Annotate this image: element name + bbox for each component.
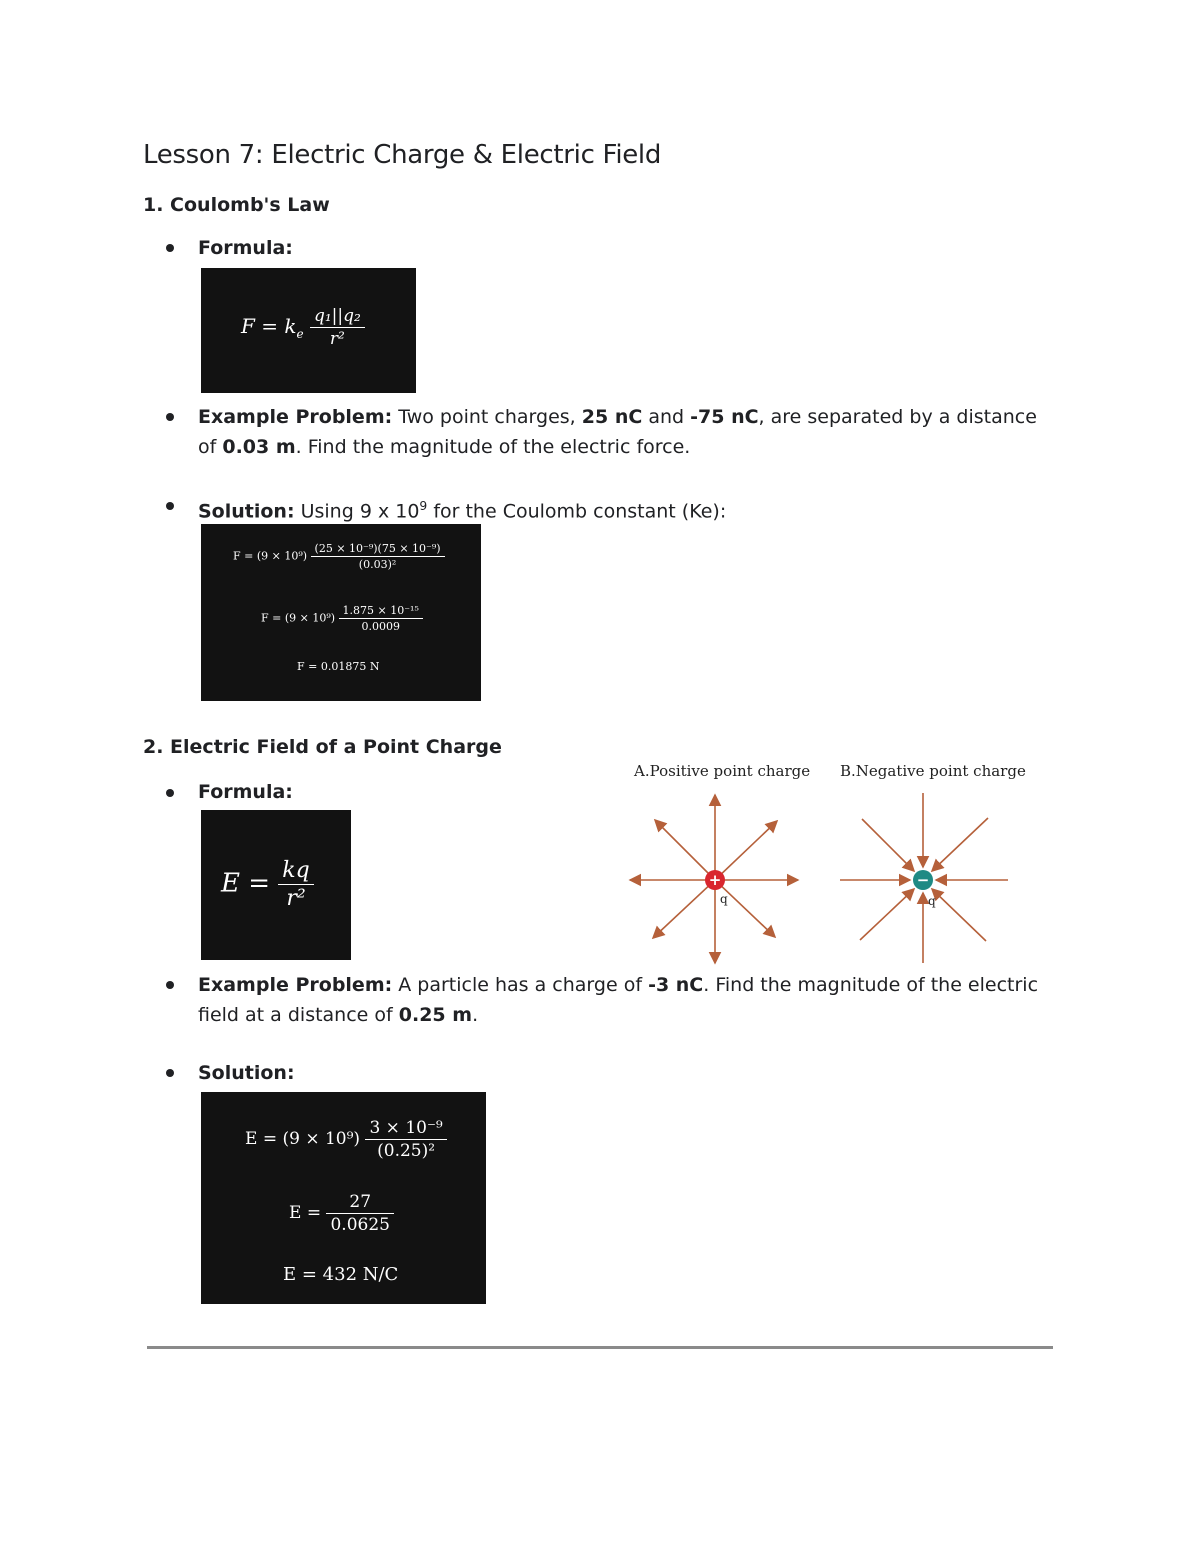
coulomb-formula-image (201, 268, 416, 393)
formula-lhs: F = k (241, 314, 297, 338)
sol2-line2-den: 0.0625 (330, 1215, 390, 1235)
electric-field-formula-image (201, 810, 351, 960)
example-label: Example Problem: (198, 974, 393, 996)
coulomb-solution-image (201, 524, 481, 701)
example-problem-1: Example Problem: Two point charges, 25 nC and -75 nC, are separated by a distance of 0.03 m. Find the magnitude of the electric force. (198, 406, 1037, 458)
bullet (166, 413, 174, 421)
sol2-line1-den: (0.25)² (377, 1141, 436, 1161)
field-formula-num: kq (278, 858, 313, 885)
horizontal-divider (147, 1346, 1053, 1349)
sol1-line1-num: (25 × 10⁻⁹)(75 × 10⁻⁹) (311, 542, 445, 557)
bullet (166, 789, 174, 797)
electric-field-solution-image (201, 1092, 486, 1304)
formula-denominator: r² (329, 329, 345, 349)
bullet (166, 244, 174, 252)
sol2-line3: E = 432 N/C (283, 1264, 399, 1285)
diagram-title-negative: B.Negative point charge (840, 762, 1026, 780)
field-formula-den: r² (286, 886, 306, 911)
bullet (166, 1069, 174, 1077)
example-label: Example Problem: (198, 406, 393, 428)
diagram-title-positive: A.Positive point charge (634, 762, 811, 780)
negative-sign: − (916, 871, 930, 889)
formula-label: Formula: (198, 237, 293, 259)
bullet (166, 981, 174, 989)
formula-sub: e (296, 327, 304, 341)
sol2-line1-lhs: E = (9 × 10⁹) (245, 1129, 361, 1149)
bullet (166, 502, 174, 510)
solution-1-text: Solution: Using 9 x $10^9$ for the Coulomb constant (Ke): (198, 499, 727, 523)
charge-label-positive: q (720, 892, 728, 906)
sol2-line1-num: 3 × 10⁻⁹ (365, 1118, 446, 1140)
solution-label: Solution: (198, 1062, 295, 1084)
formula-label: Formula: (198, 781, 293, 803)
sol1-line1-den: (0.03)² (358, 558, 397, 571)
section-heading-coulombs-law: 1. Coulomb's Law (143, 194, 330, 216)
field-lines-diagram (620, 785, 1020, 970)
field-formula-lhs: E = (221, 868, 271, 899)
solution-label: Solution: (198, 500, 295, 523)
sol1-line2-den: 0.0009 (361, 620, 400, 633)
charge-label-negative: q (928, 894, 936, 908)
page-title: Lesson 7: Electric Charge & Electric Field (143, 140, 662, 170)
sol1-line3: F = 0.01875 N (297, 660, 380, 673)
sol1-line2-lhs: F = (9 × 10⁹) (261, 611, 336, 625)
sol2-line2-num: 27 (326, 1192, 393, 1214)
example-problem-2: Example Problem: A particle has a charge of -3 nC. Find the magnitude of the electric field at a distance of 0.25 m. (198, 974, 1039, 1026)
positive-sign: + (708, 871, 722, 889)
sol1-line1-lhs: F = (9 × 10⁹) (233, 549, 308, 563)
sol2-line2-lhs: E = (289, 1203, 322, 1223)
section-heading-electric-field: 2. Electric Field of a Point Charge (143, 736, 502, 758)
sol1-line2-num: 1.875 × 10⁻¹⁵ (339, 604, 423, 619)
formula-numerator: q₁||q₂ (310, 306, 365, 328)
